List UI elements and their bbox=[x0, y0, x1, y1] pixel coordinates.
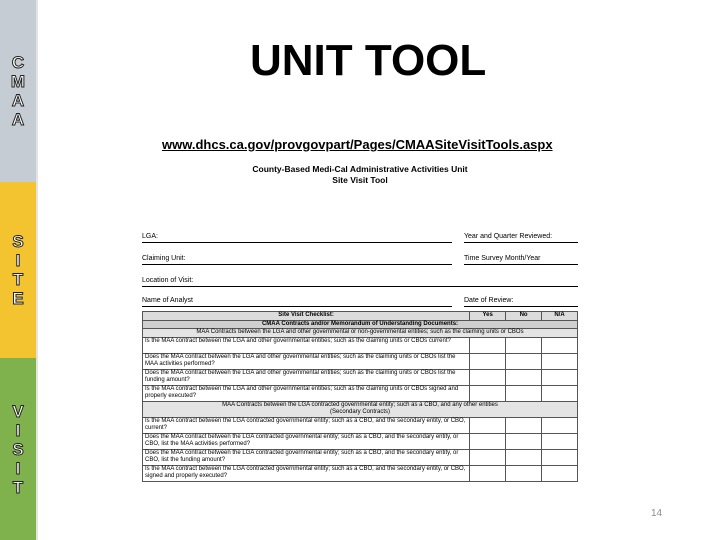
sidebar-letter: T bbox=[12, 270, 24, 289]
no-cell[interactable] bbox=[506, 369, 542, 385]
yes-cell[interactable] bbox=[470, 417, 506, 433]
question-cell: Is the MAA contract between the LGA contracted governmental entity; such as a CBO, and the secondary entity, or CBO, current? bbox=[143, 417, 470, 433]
checklist-header: Site Visit Checklist: bbox=[143, 312, 470, 321]
no-header: No bbox=[506, 312, 542, 321]
sidebar-letter: I bbox=[15, 420, 21, 440]
lga-field: LGA: bbox=[142, 232, 452, 243]
na-cell[interactable] bbox=[542, 417, 578, 433]
table-header-row bbox=[143, 312, 578, 321]
na-cell[interactable] bbox=[542, 465, 578, 481]
section2-heading bbox=[143, 401, 578, 417]
divider bbox=[36, 0, 38, 540]
sidebar-letter: A bbox=[11, 110, 25, 129]
sidebar-letter: A bbox=[11, 91, 25, 110]
no-cell[interactable] bbox=[506, 385, 542, 401]
section-subheading-row bbox=[143, 329, 578, 337]
table-row bbox=[143, 433, 578, 449]
time-survey-field: Time Survey Month/Year bbox=[464, 254, 578, 265]
yes-cell[interactable] bbox=[470, 353, 506, 369]
no-cell[interactable] bbox=[506, 417, 542, 433]
sidebar-letter: V bbox=[12, 401, 24, 421]
slide-title: UNIT TOOL bbox=[250, 36, 487, 85]
question-cell: Does the MAA contract between the LGA contracted governmental entity; such as a CBO, and the secondary entity, or CBO, list the funding amount? bbox=[143, 449, 470, 465]
na-cell[interactable] bbox=[542, 337, 578, 353]
na-cell[interactable] bbox=[542, 449, 578, 465]
page-number: 14 bbox=[651, 508, 663, 519]
sidebar-letter: T bbox=[12, 477, 24, 497]
checklist-table bbox=[142, 311, 578, 482]
no-cell[interactable] bbox=[506, 337, 542, 353]
na-cell[interactable] bbox=[542, 353, 578, 369]
year-quarter-field: Year and Quarter Reviewed: bbox=[464, 232, 578, 243]
section1-subheading: MAA Contracts between the LGA and other governmental or non-governmental entities; such as the claiming units or CBOs bbox=[143, 329, 578, 337]
no-cell[interactable] bbox=[506, 353, 542, 369]
sidebar-cmaa-segment bbox=[0, 0, 36, 182]
na-cell[interactable] bbox=[542, 433, 578, 449]
site-visit-tool-document bbox=[138, 158, 582, 508]
sidebar-letter: S bbox=[12, 232, 24, 251]
question-cell: Is the MAA contract between the LGA and other governmental entities; such as the claiming units or CBOs signed and properly executed? bbox=[143, 385, 470, 401]
sidebar-letter: I bbox=[15, 251, 21, 270]
doc-title-line1: County-Based Medi-Cal Administrative Activities Unit bbox=[252, 164, 468, 174]
yes-cell[interactable] bbox=[470, 433, 506, 449]
section1-heading: CMAA Contracts and/or Memorandum of Understanding Documents: bbox=[143, 321, 578, 329]
na-cell[interactable] bbox=[542, 369, 578, 385]
sidebar-letter: C bbox=[11, 53, 25, 72]
question-cell: Is the MAA contract between the LGA contracted governmental entity; such as a CBO, and the secondary entity, or CBO, signed and properly executed? bbox=[143, 465, 470, 481]
claiming-unit-field: Claiming Unit: bbox=[142, 254, 452, 265]
analyst-field: Name of Analyst bbox=[142, 296, 452, 307]
no-cell[interactable] bbox=[506, 433, 542, 449]
yes-cell[interactable] bbox=[470, 465, 506, 481]
question-cell: Does the MAA contract between the LGA and other governmental entities; such as the claiming units or CBOs list the funding amount? bbox=[143, 369, 470, 385]
section-heading-row bbox=[143, 321, 578, 329]
table-row bbox=[143, 353, 578, 369]
table-row bbox=[143, 385, 578, 401]
table-row bbox=[143, 465, 578, 481]
yes-cell[interactable] bbox=[470, 449, 506, 465]
doc-title bbox=[138, 164, 582, 186]
na-header: N/A bbox=[542, 312, 578, 321]
table-row bbox=[143, 369, 578, 385]
table-row bbox=[143, 449, 578, 465]
yes-header: Yes bbox=[470, 312, 506, 321]
location-field: Location of Visit: bbox=[142, 276, 578, 287]
na-cell[interactable] bbox=[542, 385, 578, 401]
question-cell: Does the MAA contract between the LGA contracted governmental entity; such as a CBO, and the secondary entity, or CBO, list the MAA activities performed? bbox=[143, 433, 470, 449]
sidebar-site-segment bbox=[0, 182, 36, 358]
review-date-field: Date of Review: bbox=[464, 296, 578, 307]
table-row bbox=[143, 417, 578, 433]
site-visit-tools-link[interactable]: www.dhcs.ca.gov/provgovpart/Pages/CMAASiteVisitTools.aspx bbox=[162, 137, 553, 152]
section2-heading-line1: MAA Contracts between the LGA contracted governmental entity; such as a CBO, and any other entities bbox=[222, 401, 498, 408]
yes-cell[interactable] bbox=[470, 385, 506, 401]
doc-title-line2: Site Visit Tool bbox=[332, 175, 388, 185]
section2-heading-line2: (Secondary Contracts) bbox=[329, 409, 391, 416]
yes-cell[interactable] bbox=[470, 369, 506, 385]
sidebar-letter: S bbox=[12, 439, 24, 459]
sidebar bbox=[0, 0, 36, 540]
sidebar-letter: I bbox=[15, 458, 21, 478]
no-cell[interactable] bbox=[506, 449, 542, 465]
sidebar-letter: M bbox=[10, 72, 26, 91]
table-row bbox=[143, 337, 578, 353]
yes-cell[interactable] bbox=[470, 337, 506, 353]
sidebar-letter: E bbox=[12, 289, 24, 308]
question-cell: Is the MAA contract between the LGA and other governmental entities; such as the claiming units or CBOs current? bbox=[143, 337, 470, 353]
question-cell: Does the MAA contract between the LGA and other governmental entities; such as the claiming units or CBOs list the MAA activities performed? bbox=[143, 353, 470, 369]
sidebar-visit-segment bbox=[0, 358, 36, 540]
section-subheading-row bbox=[143, 401, 578, 417]
no-cell[interactable] bbox=[506, 465, 542, 481]
